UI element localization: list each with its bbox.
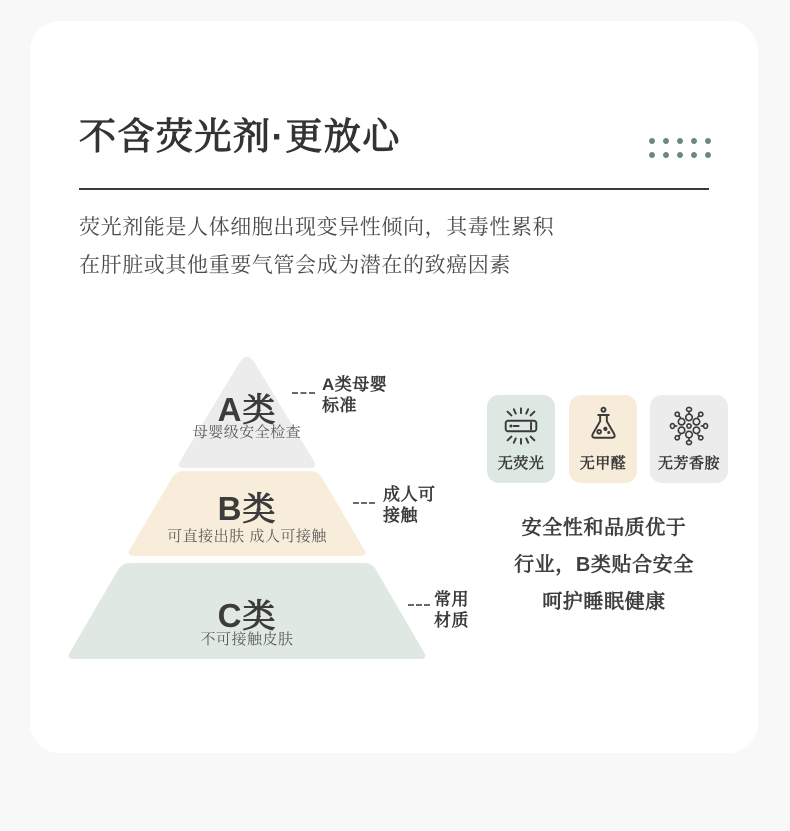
intro-paragraph: [79, 209, 639, 285]
tier-a-desc: 母婴级安全检查: [192, 424, 302, 441]
tier-b-note: [383, 484, 436, 526]
dot: [691, 138, 697, 144]
dot: [677, 138, 683, 144]
dot: [649, 152, 655, 158]
badge-no-aromatic-amine: [650, 395, 728, 483]
summary-line-2: 行业，B类贴合安全: [514, 554, 694, 576]
tier-b-note-line-2: 接触: [383, 506, 418, 525]
flask-icon: [581, 404, 625, 448]
molecule-icon: [667, 404, 711, 448]
tier-c-note-line-2: 材质: [434, 611, 469, 630]
dot: [649, 138, 655, 144]
tier-b-desc: 可直接出肤 成人可接触: [167, 528, 327, 545]
intro-line-2: 在肝脏或其他重要气管会成为潜在的致癌因素: [79, 254, 511, 277]
dot: [677, 152, 683, 158]
summary-text: [470, 510, 738, 621]
tier-a-note-line-2: 标准: [322, 396, 357, 415]
tier-a-grade: A类: [217, 391, 277, 428]
summary-line-1: 安全性和品质优于: [521, 517, 687, 539]
intro-line-1: 荧光剂能是人体细胞出现变异性倾向，其毒性累积: [79, 216, 555, 239]
tier-a-note-line-1: A类母婴: [322, 375, 388, 394]
badge-label: 无甲醛: [579, 455, 627, 472]
fluorescent-lamp-icon: [499, 404, 543, 448]
badge-label: 无荧光: [497, 455, 545, 472]
tier-b-note-line-1: 成人可: [383, 485, 436, 504]
dot: [691, 152, 697, 158]
dot: [663, 152, 669, 158]
tier-c-note-line-1: 常用: [434, 590, 469, 609]
summary-line-3: 呵护睡眠健康: [542, 591, 666, 613]
dot: [705, 152, 711, 158]
tier-b-grade: B类: [217, 490, 277, 527]
tier-b-note-dash: [353, 502, 375, 504]
dots-decoration: [649, 138, 711, 158]
page-title: 不含荧光剂·更放心: [79, 116, 401, 157]
tier-a-note: [322, 374, 387, 416]
tier-a-note-dash: [292, 392, 315, 394]
badge-label: 无芳香胺: [657, 455, 720, 472]
badge-no-fluorescence: [487, 395, 555, 483]
badge-no-formaldehyde: [569, 395, 637, 483]
tier-c-note-dash: [408, 604, 430, 606]
tier-c-grade: C类: [217, 597, 277, 634]
tier-c-note: [434, 589, 469, 631]
title-divider: [79, 188, 709, 190]
dot: [705, 138, 711, 144]
tier-c-desc: 不可接触皮肤: [200, 631, 294, 648]
dot: [663, 138, 669, 144]
